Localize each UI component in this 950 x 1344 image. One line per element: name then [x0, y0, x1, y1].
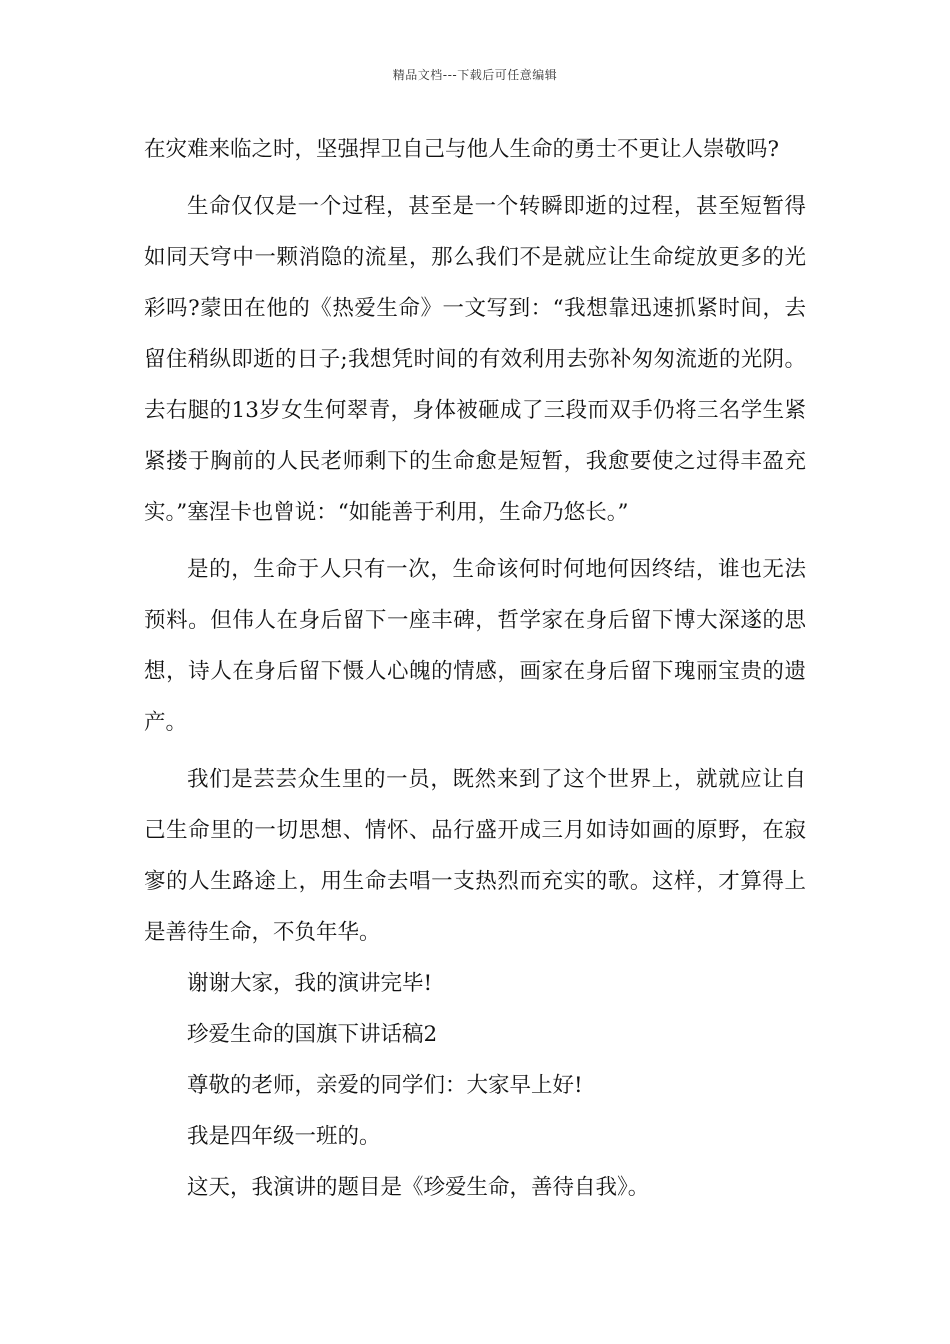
greeting-line: 尊敬的老师，亲爱的同学们：大家早上好! [187, 1073, 583, 1098]
paragraph-2: 生命仅仅是一个过程，甚至是一个转瞬即逝的过程，甚至短暂得如同天穹中一颗消隐的流星，那么我们不是就应让生命绽放更多的光彩吗?蒙田在他的《热爱生命》一文写到：“我想靠迅速抓紧时间，去留住稍纵即逝的日子;我想凭时间的有效利用去弥补匆匆流逝的光阴。去右腿的13岁女生何翠青，身体被砸成了三段而双手仍将三名学生紧紧搂于胸前的人民老师剩下的生命愈是短暂，我愈要使之过得丰盈充实。”塞涅卡也曾说：“如能善于利用，生命乃悠长。” [144, 194, 806, 525]
paragraph-3: 是的，生命于人只有一次，生命该何时何地何因终结，谁也无法预料。但伟人在身后留下一座丰碑，哲学家在身后留下博大深遂的思想，诗人在身后留下慑人心魄的情感，画家在身后留下瑰丽宝贵的遗产。 [144, 557, 806, 735]
closing-line: 谢谢大家，我的演讲完毕! [187, 971, 433, 996]
section-title: 珍爱生命的国旗下讲话稿2 [187, 1022, 438, 1047]
paragraph-1: 在灾难来临之时，坚强捍卫自己与他人生命的勇士不更让人崇敬吗? [144, 137, 780, 162]
page-header: 精品文档---下载后可任意编辑 [392, 68, 558, 82]
paragraph-4: 我们是芸芸众生里的一员，既然来到了这个世界上，就就应让自己生命里的一切思想、情怀、品行盛开成三月如诗如画的原野，在寂寥的人生路途上，用生命去唱一支热烈而充实的歌。这样，才算得上是善待生命，不负年华。 [144, 767, 806, 945]
topic-line: 这天，我演讲的题目是《珍爱生命，善待自我》。 [187, 1175, 650, 1200]
document-body [144, 124, 806, 1213]
intro-line: 我是四年级一班的。 [187, 1124, 381, 1149]
